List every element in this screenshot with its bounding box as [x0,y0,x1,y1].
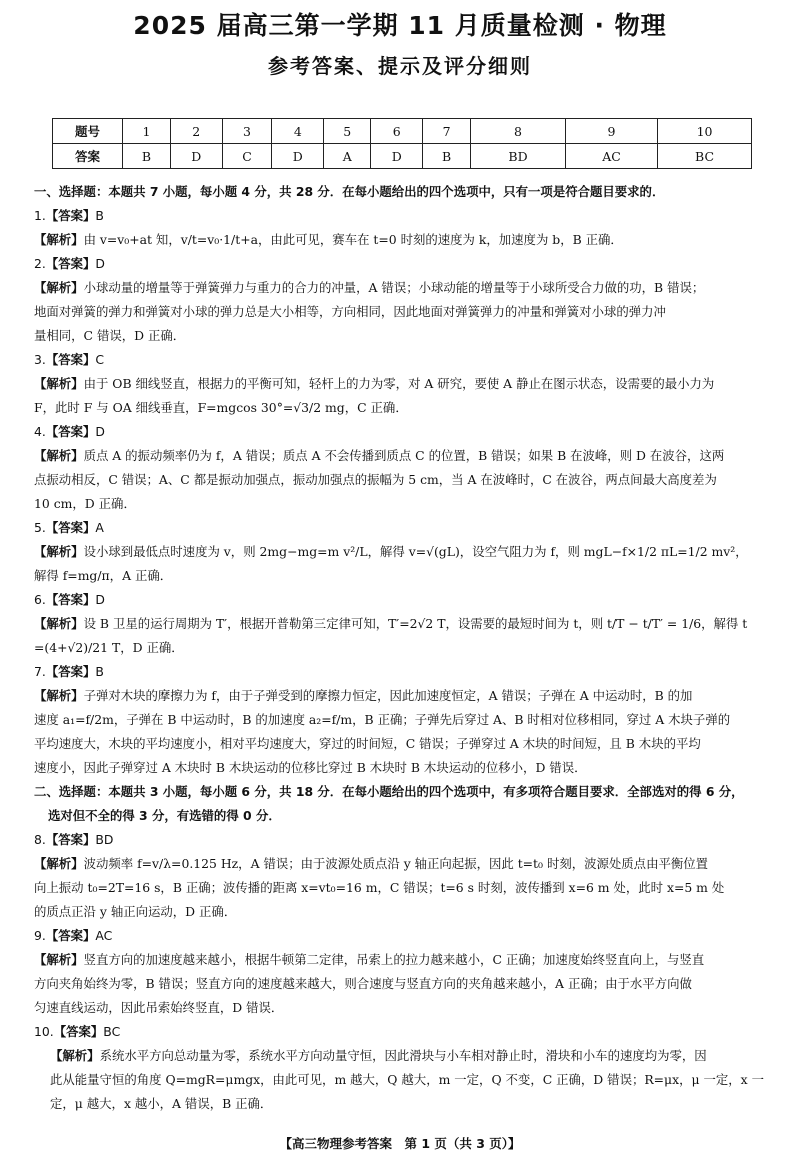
table-cell-number: 2 [170,119,222,144]
question-number: 1. [34,208,46,223]
analysis-line [34,228,776,252]
answer-value: B [95,208,104,223]
answer-label: 【答案】 [45,352,96,367]
answer-label: 【答案】 [53,1024,104,1039]
question-number: 7. [34,664,46,679]
table-cell-number: 8 [471,119,566,144]
table-cell-answer: B [423,144,471,169]
analysis-label: 【解析】 [34,232,84,247]
question-answer [34,1020,776,1044]
table-cell-answer: D [371,144,423,169]
table-cell-number: 10 [658,119,752,144]
analysis-text: 设小球到最低点时速度为 v，则 2mg−mg=m v²/L，解得 v=√(gL)，设空气阻力为 f，则 mgL−f×1/2 πL=1/2 mv²， [83,544,748,559]
page-subtitle: 参考答案、提示及评分细则 [268,54,532,78]
analysis-text: 竖直方向的加速度越来越小，根据牛顿第二定律，吊索上的拉力越来越小，C 正确；加速度始终竖直向上，与竖直 [83,952,705,967]
page-footer: 【高三物理参考答案 第 1 页（共 3 页）】 [279,1136,521,1151]
question-answer [34,828,776,852]
analysis-line [34,684,776,708]
analysis-label: 【解析】 [50,1048,100,1063]
analysis-line [34,444,776,468]
table-cell-answer: D [272,144,324,169]
answer-value: B [95,664,104,679]
question-number: 10. [34,1024,54,1039]
section-heading-2-line2: 选对但不全的得 3 分，有选错的得 0 分． [48,808,281,823]
table-cell-number: 6 [371,119,423,144]
analysis-line [34,372,776,396]
section-heading-2 [34,780,776,828]
analysis-line [34,540,776,564]
analysis-line: 速度 a₁=f/2m，子弹在 B 中运动时，B 的加速度 a₂=f/m，B 正确；子弹先后穿过 A、B 时相对位移相同，穿过 A 木块子弹的 [34,712,731,727]
analysis-label: 【解析】 [34,616,84,631]
question-answer [34,204,776,228]
answer-value: BD [95,832,114,847]
table-cell-number: 9 [566,119,658,144]
analysis-line: 的质点正沿 y 轴正向运动，D 正确． [34,904,237,919]
question-answer [34,660,776,684]
analysis-text: 设 B 卫星的运行周期为 T′，根据开普勒第三定律可知，T′=2√2 T，设需要的最短时间为 t，则 t/T − t/T′ = 1/6，解得 t [83,616,748,631]
analysis-line: 10 cm，D 正确． [34,496,136,511]
answer-label: 【答案】 [45,424,96,439]
question-answer [34,420,776,444]
question-answer [34,348,776,372]
analysis-line: 平均速度大，木块的平均速度小，相对平均速度大，穿过的时间短，C 错误；子弹穿过 A 木块的时间短，且 B 木块的平均 [34,736,701,751]
answer-table-number-row [53,119,752,144]
solutions-content [34,180,776,1116]
table-cell-answer: BC [658,144,752,169]
analysis-line: 量相同，C 错误，D 正确． [34,328,186,343]
analysis-text: 子弹对木块的摩擦力为 f，由于子弹受到的摩擦力恒定，因此加速度恒定，A 错误；子弹在 A 中运动时，B 的加 [83,688,693,703]
analysis-line: =(4+√2)/21 T，D 正确． [34,640,184,655]
answer-label: 【答案】 [45,256,96,271]
question-number: 4. [34,424,46,439]
analysis-line [34,612,776,636]
analysis-line: 此从能量守恒的角度 Q=mgR=μmgx，由此可见，m 越大，Q 越大，m 一定，Q 不变，C 正确，D 错误；R=μx，μ 一定，x 一 [50,1072,764,1087]
analysis-label: 【解析】 [34,448,84,463]
analysis-text: 由 v=v₀+at 知，v/t=v₀·1/t+a，由此可见，赛车在 t=0 时刻的速度为 k，加速度为 b，B 正确． [83,232,623,247]
answer-label: 【答案】 [45,664,96,679]
answer-label: 【答案】 [45,928,96,943]
analysis-line: 向上振动 t₀=2T=16 s，B 正确；波传播的距离 x=vt₀=16 m，C 错误；t=6 s 时刻，波传播到 x=6 m 处，此时 x=5 m 处 [34,880,725,895]
table-cell-number: 5 [324,119,371,144]
analysis-label: 【解析】 [34,376,84,391]
question-number: 3. [34,352,46,367]
analysis-text: 小球动量的增量等于弹簧弹力与重力的合力的冲量，A 错误；小球动能的增量等于小球所受合力做的功，B 错误； [83,280,705,295]
analysis-line: 点振动相反，C 错误；A、C 都是振动加强点，振动加强点的振幅为 5 cm，当 A 在波峰时，C 在波谷，两点间最大高度差为 [34,472,717,487]
analysis-line: F，此时 F 与 OA 细线垂直，F=mgcos 30°=√3/2 mg，C 正确． [34,400,408,415]
table-cell-number: 4 [272,119,324,144]
answer-value: A [95,520,104,535]
analysis-label: 【解析】 [34,544,84,559]
table-cell-answer: B [123,144,171,169]
answer-label: 【答案】 [45,520,96,535]
analysis-line [34,852,776,876]
analysis-label: 【解析】 [34,952,84,967]
analysis-line: 匀速直线运动，因此吊索始终竖直，D 错误． [34,1000,284,1015]
table-cell-answer: AC [566,144,658,169]
analysis-line: 解得 f=mg/π，A 正确． [34,568,173,583]
question-number: 9. [34,928,46,943]
analysis-line [34,1044,776,1068]
analysis-line: 地面对弹簧的弹力和弹簧对小球的弹力总是大小相等，方向相同，因此地面对弹簧弹力的冲量和弹簧对小球的弹力冲 [34,304,666,319]
analysis-text: 波动频率 f=v/λ=0.125 Hz，A 错误；由于波源处质点沿 y 轴正向起振，因此 t=t₀ 时刻，波源处质点由平衡位置 [83,856,709,871]
analysis-line: 定，μ 越大，x 越小，A 错误，B 正确． [50,1096,273,1111]
analysis-text: 质点 A 的振动频率仍为 f，A 错误；质点 A 不会传播到质点 C 的位置，B 错误；如果 B 在波峰，则 D 在波谷，这两 [83,448,725,463]
table-cell-answer: BD [471,144,566,169]
answer-label: 【答案】 [45,208,96,223]
table-cell-number: 1 [123,119,171,144]
table-cell-answer: A [324,144,371,169]
question-answer [34,924,776,948]
question-number: 5. [34,520,46,535]
analysis-label: 【解析】 [34,280,84,295]
table-cell-answer: C [222,144,272,169]
table-cell-answer: D [170,144,222,169]
answer-label: 【答案】 [45,592,96,607]
analysis-line [34,276,776,300]
answer-value: C [95,352,105,367]
analysis-line: 速度小，因此子弹穿过 A 木块时 B 木块运动的位移比穿过 B 木块时 B 木块运动的位移小，D 错误． [34,760,587,775]
table-cell-number: 7 [423,119,471,144]
question-number: 8. [34,832,46,847]
answer-value: BC [103,1024,121,1039]
answer-label: 【答案】 [45,832,96,847]
table-cell-number: 3 [222,119,272,144]
answer-value: D [95,256,105,271]
table-header-answer: 答案 [53,144,123,169]
section-heading-2-line1: 二、选择题：本题共 3 小题，每小题 6 分，共 18 分．在每小题给出的四个选项中，有多项符合题目要求．全部选对的得 6 分， [34,784,744,799]
analysis-line: 方向夹角始终为零，B 错误；竖直方向的速度越来越大，则合速度与竖直方向的夹角越来越小，A 正确；由于水平方向做 [34,976,692,991]
section-heading-1: 一、选择题：本题共 7 小题，每小题 4 分，共 28 分．在每小题给出的四个选项中，只有一项是符合题目要求的． [34,184,665,199]
table-header-number: 题号 [53,119,123,144]
page-title: 2025 届高三第一学期 11 月质量检测 · 物理 [133,11,667,40]
analysis-line [34,948,776,972]
answer-value: D [95,424,105,439]
question-answer [34,588,776,612]
answer-table-answer-row [53,144,752,169]
question-answer [34,516,776,540]
question-number: 6. [34,592,46,607]
answer-table [52,118,752,169]
analysis-label: 【解析】 [34,856,84,871]
analysis-label: 【解析】 [34,688,84,703]
answer-value: D [95,592,105,607]
analysis-text: 系统水平方向总动量为零，系统水平方向动量守恒，因此滑块与小车相对静止时，滑块和小车的速度均为零，因 [99,1048,707,1063]
analysis-text: 由于 OB 细线竖直，根据力的平衡可知，轻杆上的力为零，对 A 研究，要使 A 静止在图示状态，设需要的最小力为 [83,376,715,391]
question-number: 2. [34,256,46,271]
answer-value: AC [95,928,113,943]
question-answer [34,252,776,276]
